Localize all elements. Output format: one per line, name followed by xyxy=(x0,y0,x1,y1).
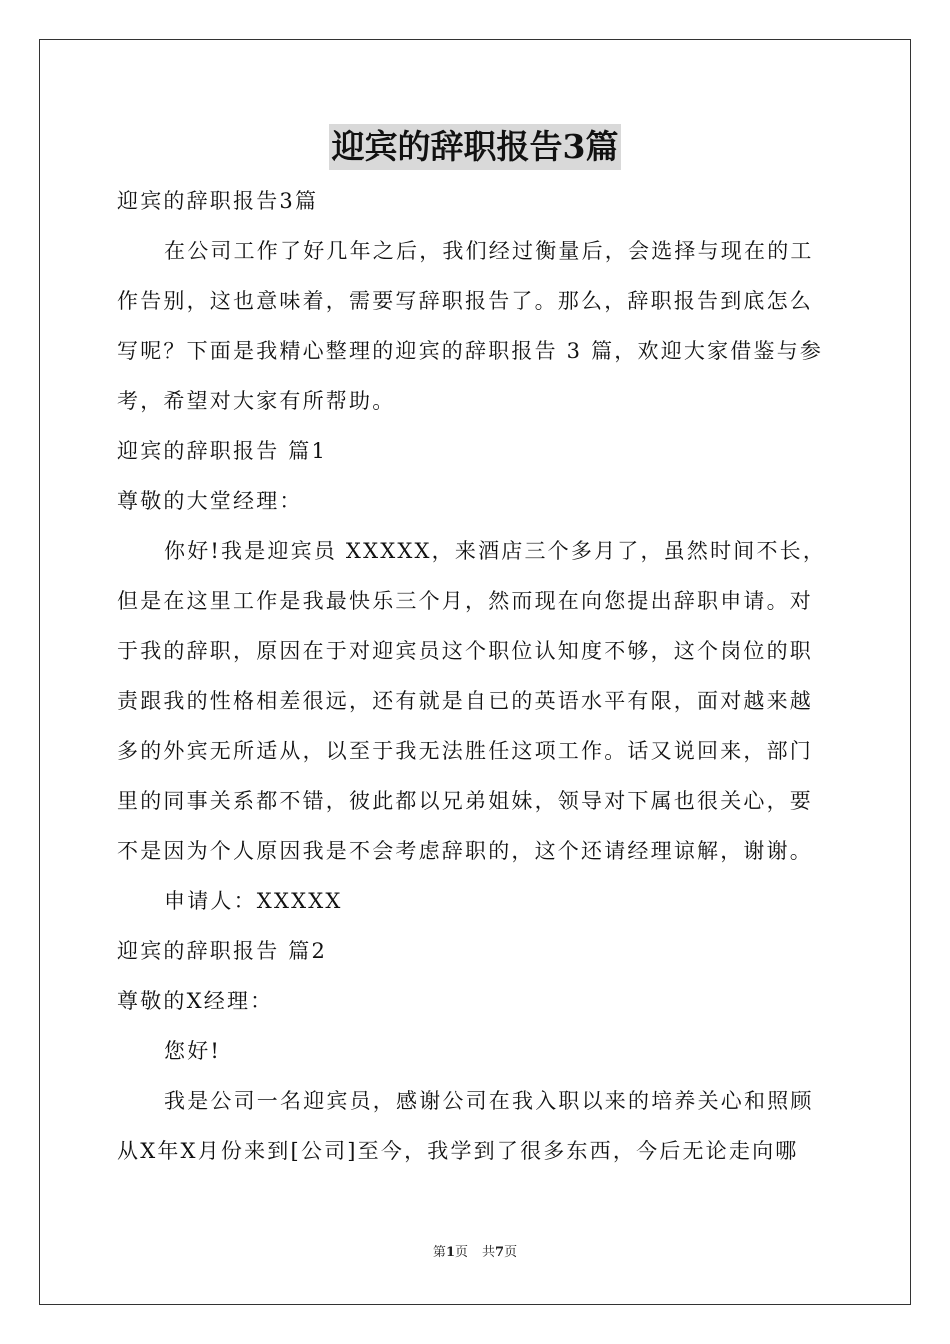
text-line: 考，希望对大家有所帮助。 xyxy=(117,389,396,413)
text-line: 在公司工作了好几年之后，我们经过衡量后，会选择与现在的工 xyxy=(164,239,814,263)
page-suffix: 页 xyxy=(454,1245,468,1260)
text-line: 里的同事关系都不错，彼此都以兄弟姐妹，领导对下属也很关心，要 xyxy=(117,789,813,813)
text-line: 您好! xyxy=(164,1039,222,1063)
total-prefix: 共 xyxy=(482,1245,496,1260)
text-line: 从X年X月份来到[公司]至今，我学到了很多东西，今后无论走向哪 xyxy=(117,1139,799,1163)
document-title: 迎宾的辞职报告3篇 xyxy=(329,124,622,170)
text-line: 我是公司一名迎宾员，感谢公司在我入职以来的培养关心和照顾 xyxy=(164,1089,814,1113)
document-body xyxy=(117,176,835,1176)
text-line: 迎宾的辞职报告3篇 xyxy=(117,189,319,213)
text-line: 作告别，这也意味着，需要写辞职报告了。那么，辞职报告到底怎么 xyxy=(117,289,813,313)
text-line: 于我的辞职，原因在于对迎宾员这个职位认知度不够，这个岗位的职 xyxy=(117,639,813,663)
text-line: 写呢？下面是我精心整理的迎宾的辞职报告 3 篇，欢迎大家借鉴与参 xyxy=(117,339,824,363)
text-line: 你好!我是迎宾员 XXXXX，来酒店三个多月了，虽然时间不长， xyxy=(164,539,827,563)
page-footer xyxy=(0,1243,950,1263)
page-prefix: 第 xyxy=(432,1245,446,1260)
page-current: 1 xyxy=(445,1245,455,1260)
page-total: 7 xyxy=(495,1245,505,1260)
total-suffix: 页 xyxy=(504,1245,518,1260)
text-line: 尊敬的X经理： xyxy=(117,989,274,1013)
text-line: 申请人：XXXXX xyxy=(164,889,343,913)
text-line: 尊敬的大堂经理： xyxy=(117,489,303,513)
text-line: 不是因为个人原因我是不会考虑辞职的，这个还请经理谅解，谢谢。 xyxy=(117,839,813,863)
text-line: 迎宾的辞职报告 篇1 xyxy=(117,439,328,463)
title-container xyxy=(0,124,950,170)
text-line: 多的外宾无所适从，以至于我无法胜任这项工作。话又说回来，部门 xyxy=(117,739,813,763)
text-line: 责跟我的性格相差很远，还有就是自已的英语水平有限，面对越来越 xyxy=(117,689,813,713)
text-line: 但是在这里工作是我最快乐三个月，然而现在向您提出辞职申请。对 xyxy=(117,589,813,613)
text-line: 迎宾的辞职报告 篇2 xyxy=(117,939,328,963)
